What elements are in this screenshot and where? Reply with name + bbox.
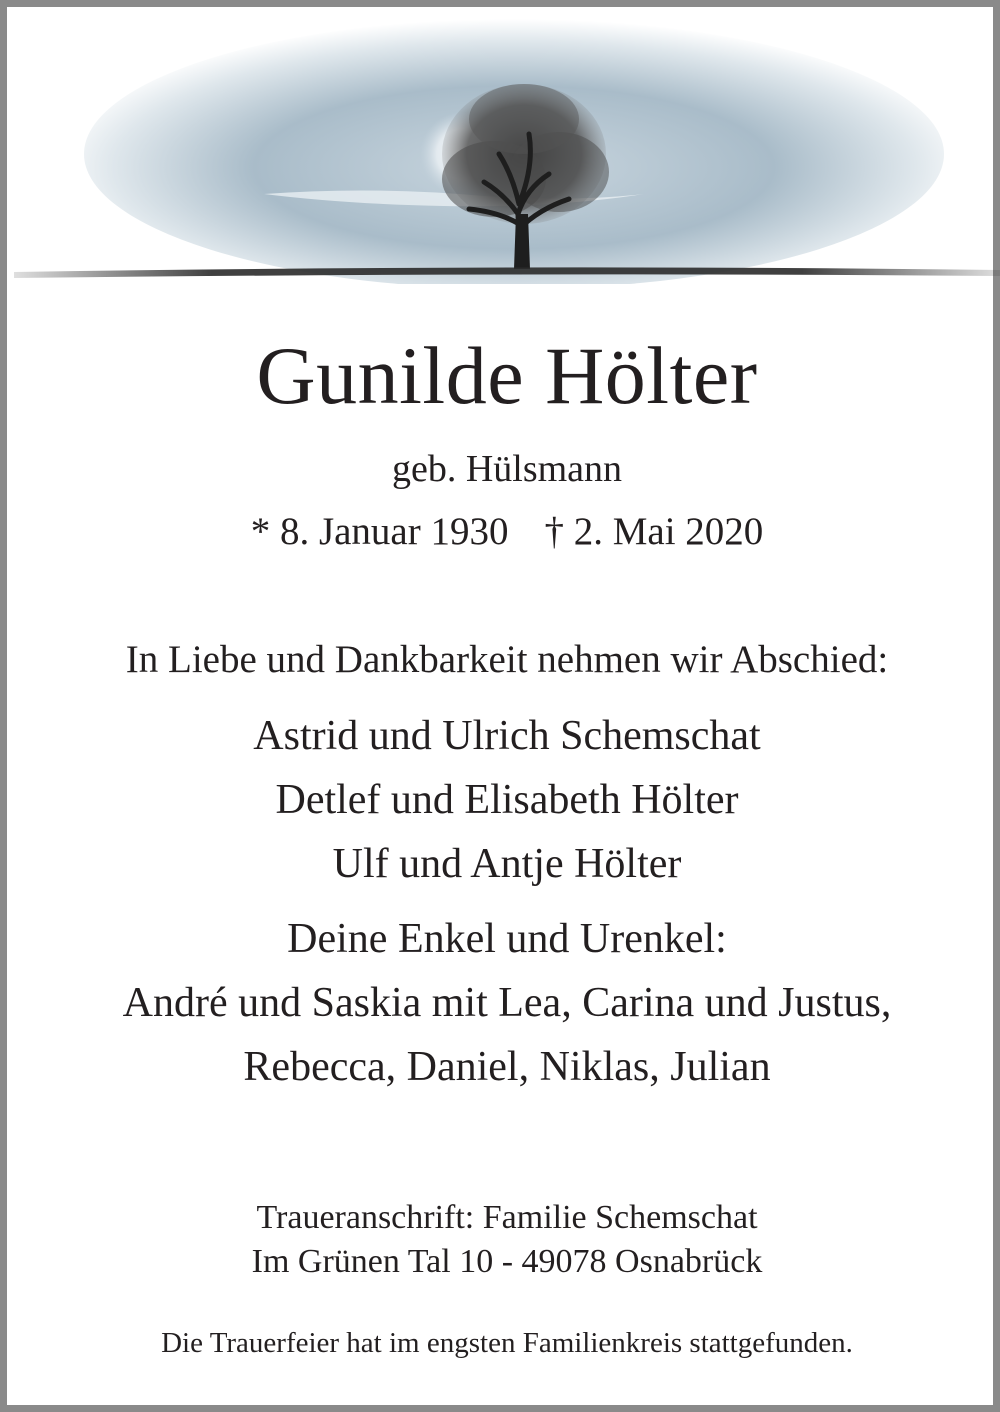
grandchildren-line: André und Saskia mit Lea, Carina und Justus, xyxy=(122,980,892,1026)
grandchildren-line: Rebecca, Daniel, Niklas, Julian xyxy=(243,1044,771,1090)
mourning-address-label: Traueranschrift: Familie Schemschat xyxy=(256,1199,758,1236)
ceremony-note: Die Trauerfeier hat im engsten Familienkreis stattgefunden. xyxy=(161,1327,853,1359)
deceased-name: Gunilde Hölter xyxy=(256,330,758,421)
birth-name: geb. Hülsmann xyxy=(391,448,623,490)
mourning-address: Im Grünen Tal 10 - 49078 Osnabrück xyxy=(251,1243,763,1280)
mourner-line: Astrid und Ulrich Schemschat xyxy=(253,713,761,759)
tree-banner xyxy=(14,14,1000,284)
birth-date: * 8. Januar 1930 xyxy=(250,510,509,553)
mourner-line: Detlef und Elisabeth Hölter xyxy=(275,777,739,823)
life-dates xyxy=(7,509,1000,554)
grandchildren-title: Deine Enkel und Urenkel: xyxy=(287,916,727,962)
tree-banner-image xyxy=(14,14,1000,284)
farewell-intro: In Liebe und Dankbarkeit nehmen wir Abschied: xyxy=(125,638,889,681)
mourner-line: Ulf und Antje Hölter xyxy=(332,841,682,887)
death-date: † 2. Mai 2020 xyxy=(544,510,764,553)
